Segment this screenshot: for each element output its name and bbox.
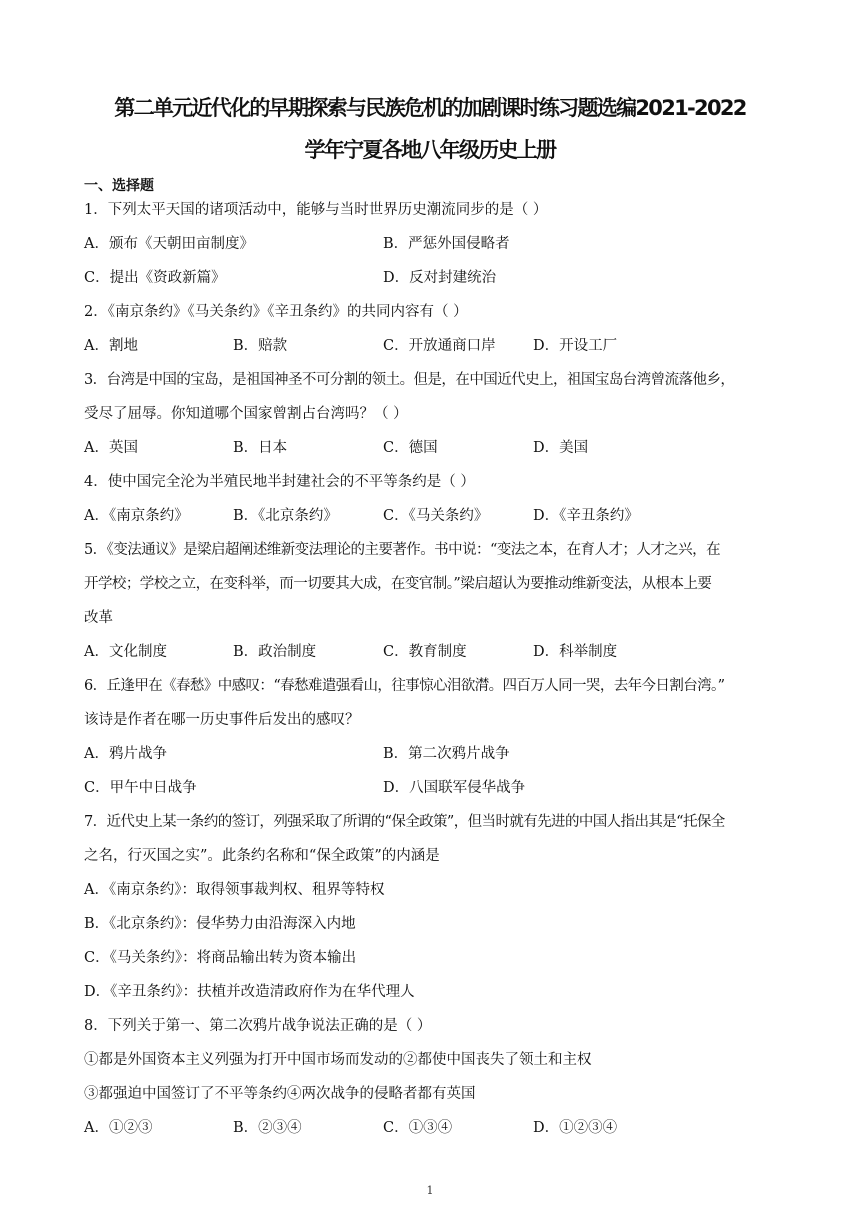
- question-4-option-d: D．《辛丑条约》: [533, 508, 639, 524]
- question-4-option-a: A．《南京条约》: [84, 508, 189, 524]
- question-1-stem: 1．下列太平天国的诸项活动中，能够与当时世界历史潮流同步的是（ ）: [84, 202, 548, 218]
- question-5-option-b: B．政治制度: [233, 644, 317, 660]
- page-number: 1: [426, 1184, 434, 1197]
- question-8-statements-line-2: ③都强迫中国签订了不平等条约④两次战争的侵略者都有英国: [84, 1086, 476, 1102]
- question-3-stem-line-1: 3．台湾是中国的宝岛，是祖国神圣不可分割的领土。但是，在中国近代史上，祖国宝岛台湾曾流落他乡，: [84, 372, 735, 388]
- question-7-stem-line-2: 之名，行灭国之实”。此条约名称和“保全政策”的内涵是: [84, 848, 440, 864]
- question-5-stem-line-1: 5．《变法通议》是梁启超阐述维新变法理论的主要著作。书中说：“变法之本，在育人才；人才之兴，在: [84, 542, 721, 558]
- question-1-option-c: C．提出《资政新篇》: [84, 270, 226, 286]
- question-6-option-d: D．八国联军侵华战争: [383, 780, 526, 796]
- question-5-option-c: C．教育制度: [383, 644, 467, 660]
- question-8-option-b: B．②③④: [233, 1120, 302, 1136]
- question-1-option-d: D．反对封建统治: [383, 270, 497, 286]
- question-6-option-c: C．甲午中日战争: [84, 780, 197, 796]
- question-5-stem-line-3: 改革: [84, 610, 113, 626]
- question-8-statements-line-1: ①都是外国资本主义列强为打开中国市场而发动的②都使中国丧失了领土和主权: [84, 1052, 592, 1068]
- section-heading: 一、选择题: [84, 178, 154, 194]
- question-3-stem-line-2: 受尽了屈辱。你知道哪个国家曾割占台湾吗？（ ）: [84, 406, 408, 422]
- question-5-option-a: A．文化制度: [84, 644, 167, 660]
- question-3-option-a: A．英国: [84, 440, 138, 456]
- question-8-option-c: C．①③④: [383, 1120, 453, 1136]
- question-7-option-a: A．《南京条约》：取得领事裁判权、租界等特权: [84, 882, 385, 898]
- question-6-stem-line-1: 6．丘逢甲在《春愁》中感叹：“春愁难遣强看山，往事惊心泪欲潸。四百万人同一哭，去年今日割台湾。”: [84, 678, 725, 694]
- question-2-option-a: A．割地: [84, 338, 138, 354]
- question-8-stem: 8．下列关于第一、第二次鸦片战争说法正确的是（ ）: [84, 1018, 432, 1034]
- question-4-option-c: C．《马关条约》: [383, 508, 489, 524]
- question-6-option-b: B．第二次鸦片战争: [383, 746, 510, 762]
- question-3-option-d: D．美国: [533, 440, 589, 456]
- question-8-option-d: D．①②③④: [533, 1120, 618, 1136]
- question-2-option-b: B．赔款: [233, 338, 288, 354]
- question-7-option-b: B．《北京条约》：侵华势力由沿海深入内地: [84, 916, 356, 932]
- question-4-stem: 4．使中国完全沦为半殖民地半封建社会的不平等条约是（ ）: [84, 474, 475, 490]
- question-5-option-d: D．科举制度: [533, 644, 618, 660]
- question-7-option-c: C．《马关条约》：将商品输出转为资本输出: [84, 950, 357, 966]
- page-title-line-1: 第二单元近代化的早期探索与民族危机的加剧课时练习题选编2021-2022: [114, 96, 746, 120]
- question-1-option-b: B．严惩外国侵略者: [383, 236, 510, 252]
- question-6-stem-line-2: 该诗是作者在哪一历史事件后发出的感叹？: [84, 712, 360, 728]
- question-2-option-c: C．开放通商口岸: [383, 338, 496, 354]
- question-2-option-d: D．开设工厂: [533, 338, 618, 354]
- question-6-option-a: A．鸦片战争: [84, 746, 167, 762]
- question-5-stem-line-2: 开学校；学校之立，在变科举，而一切要其大成，在变官制。”梁启超认为要推动维新变法，从根本上要: [84, 576, 712, 592]
- question-4-option-b: B．《北京条约》: [233, 508, 338, 524]
- page-title-line-2: 学年宁夏各地八年级历史上册: [304, 138, 556, 162]
- question-7-option-d: D．《辛丑条约》：扶植并改造清政府作为在华代理人: [84, 984, 415, 1000]
- question-2-stem: 2．《南京条约》《马关条约》《辛丑条约》的共同内容有（ ）: [84, 304, 468, 320]
- question-3-option-b: B．日本: [233, 440, 288, 456]
- question-1-option-a: A．颁布《天朝田亩制度》: [84, 236, 254, 252]
- question-7-stem-line-1: 7．近代史上某一条约的签订，列强采取了所谓的“保全政策”，但当时就有先进的中国人指出其是“托保全: [84, 814, 725, 830]
- question-8-option-a: A．①②③: [84, 1120, 153, 1136]
- question-3-option-c: C．德国: [383, 440, 438, 456]
